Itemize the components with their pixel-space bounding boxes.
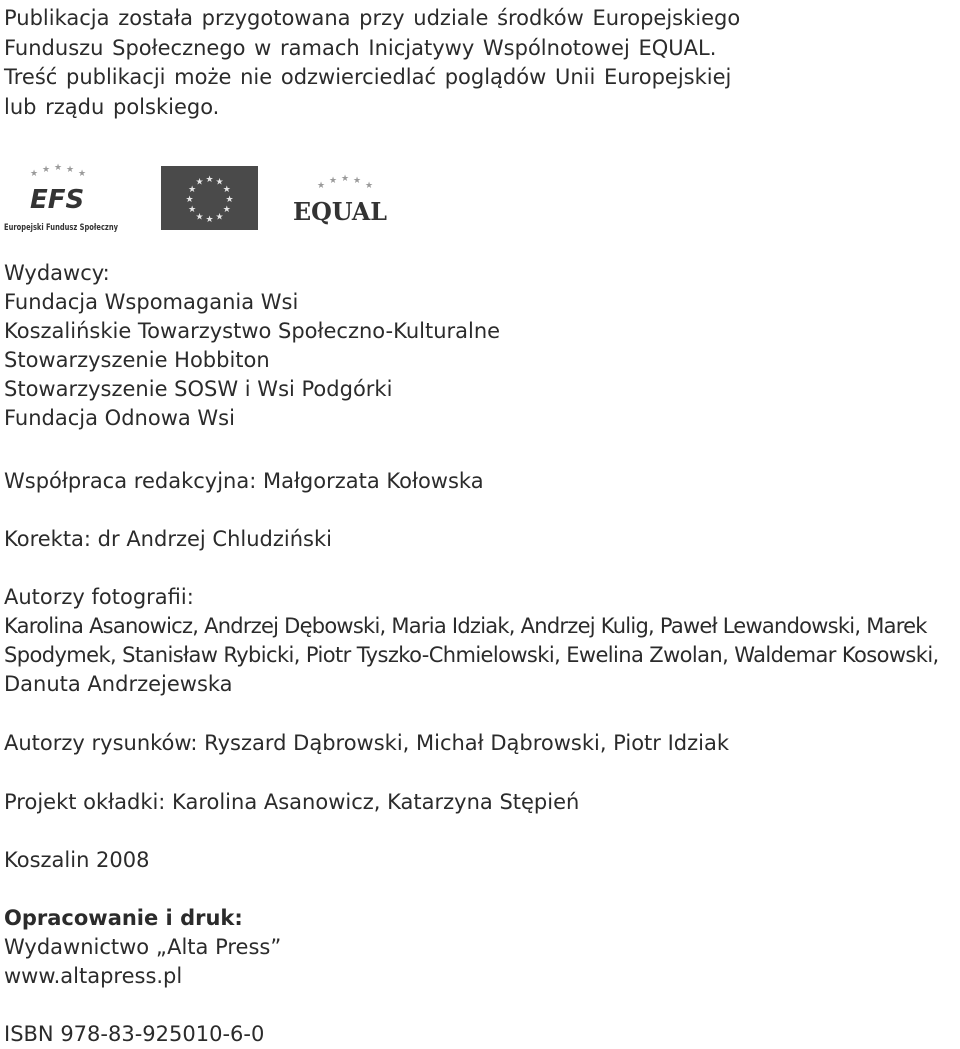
svg-text:★: ★ (341, 174, 350, 184)
equal-mark: EQUAL (293, 197, 388, 226)
editorial-credit: Współpraca redakcyjna: Małgorzata Kołowska (4, 469, 484, 493)
publisher-item: Fundacja Odnowa Wsi (4, 406, 235, 430)
svg-text:★: ★ (185, 195, 194, 205)
publishers-section (4, 259, 500, 433)
publisher-item: Stowarzyszenie Hobbiton (4, 348, 270, 372)
svg-text:★: ★ (215, 177, 224, 188)
svg-text:★: ★ (353, 176, 362, 186)
equal-logo (289, 172, 393, 228)
photographers-heading: Autorzy fotografii: (4, 585, 194, 609)
efs-caption: Europejski Fundusz Społeczny (4, 223, 119, 233)
funding-notice (4, 4, 744, 122)
svg-text:★: ★ (222, 205, 231, 215)
svg-text:★: ★ (188, 205, 197, 215)
svg-text:★: ★ (225, 195, 234, 205)
funding-notice-line: Funduszu Społecznego w ramach Inicjatywy Wspólnotowej EQUAL. (4, 35, 717, 60)
place-year: Koszalin 2008 (4, 848, 150, 872)
svg-text:★: ★ (365, 181, 374, 191)
photographers-line: Karolina Asanowicz, Andrzej Dębowski, Maria Idziak, Andrzej Kulig, Paweł Lewandowski, Marek (4, 614, 927, 638)
svg-text:★: ★ (195, 212, 204, 223)
eu-flag-icon (161, 166, 258, 230)
photographers-section (4, 583, 939, 699)
svg-text:★: ★ (329, 176, 338, 186)
proofreading-credit: Korekta: dr Andrzej Chludziński (4, 527, 332, 551)
funding-notice-line: lub rządu polskiego. (4, 94, 220, 119)
publisher-item: Stowarzyszenie SOSW i Wsi Podgórki (4, 377, 393, 401)
svg-text:★: ★ (188, 185, 197, 195)
photographers-line: Spodymek, Stanisław Rybicki, Piotr Tyszko-Chmielowski, Ewelina Zwolan, Waldemar Kosowski, (4, 643, 939, 667)
funding-notice-line: Publikacja została przygotowana przy udziale środków Europejskiego (4, 6, 741, 30)
publisher-website-link[interactable]: www.altapress.pl (4, 964, 183, 988)
isbn: ISBN 978-83-925010-6-0 (4, 1022, 265, 1046)
photographers-line: Danuta Andrzejewska (4, 672, 233, 696)
publisher-item: Koszalińskie Towarzystwo Społeczno-Kulturalne (4, 319, 501, 343)
publisher-item: Fundacja Wspomagania Wsi (4, 290, 299, 314)
funding-notice-line: Treść publikacji może nie odzwierciedlać poglądów Unii Europejskiej (4, 65, 732, 89)
printing-publisher: Wydawnictwo „Alta Press” (4, 935, 282, 959)
illustrators-credit: Autorzy rysunków: Ryszard Dąbrowski, Michał Dąbrowski, Piotr Idziak (4, 731, 730, 755)
svg-text:★: ★ (66, 165, 75, 175)
svg-text:★: ★ (317, 181, 326, 191)
efs-logo (4, 163, 120, 233)
svg-text:★: ★ (78, 169, 87, 179)
svg-text:★: ★ (205, 215, 214, 225)
svg-text:★: ★ (205, 175, 214, 185)
cover-design-credit: Projekt okładki: Karolina Asanowicz, Katarzyna Stępień (4, 790, 580, 814)
efs-mark: EFS (30, 185, 85, 215)
svg-text:★: ★ (195, 177, 204, 188)
printing-heading: Opracowanie i druk: (4, 906, 243, 930)
svg-text:★: ★ (42, 165, 51, 175)
logo-strip (4, 160, 404, 235)
publishers-heading: Wydawcy: (4, 261, 110, 285)
printing-section (4, 904, 281, 991)
svg-text:★: ★ (222, 185, 231, 195)
svg-text:★: ★ (54, 163, 63, 173)
svg-text:★: ★ (215, 212, 224, 223)
svg-text:★: ★ (30, 169, 39, 179)
